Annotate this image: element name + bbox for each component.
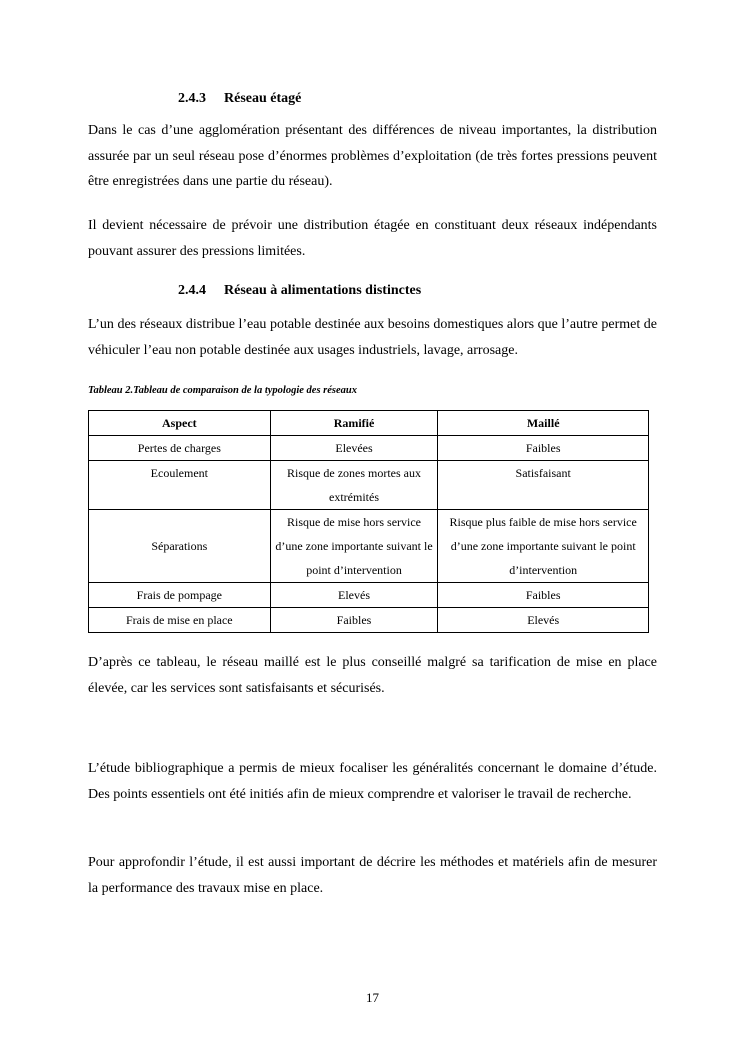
- header-cell: Maillé: [438, 411, 649, 436]
- table-cell: Risque de mise hors service d’une zone importante suivant le point d’intervention: [270, 510, 438, 583]
- comparison-table: [88, 410, 649, 633]
- section-title: Réseau étagé: [224, 91, 302, 106]
- paragraph: L’un des réseaux distribue l’eau potable destinée aux besoins domestiques alors que l’autre permet de véhiculer l’eau non potable destinée aux usages industriels, lavage, arrosage.: [88, 317, 657, 358]
- table-row: [89, 510, 649, 583]
- table-cell: Séparations: [89, 510, 271, 583]
- section-heading-2-4-4: [178, 283, 421, 299]
- table-cell: Risque plus faible de mise hors service d’une zone importante suivant le point d’intervention: [438, 510, 649, 583]
- header-cell: Ramifié: [270, 411, 438, 436]
- table-row: [89, 608, 649, 633]
- paragraph: Il devient nécessaire de prévoir une distribution étagée en constituant deux réseaux indépendants pouvant assurer des pressions limitées.: [88, 218, 657, 259]
- table-cell: Frais de pompage: [89, 583, 271, 608]
- section-number: 2.4.4: [178, 283, 206, 298]
- table-cell: Risque de zones mortes aux extrémités: [270, 461, 438, 510]
- header-cell: Aspect: [89, 411, 271, 436]
- table-header-row: [89, 411, 649, 436]
- table-cell: Pertes de charges: [89, 436, 271, 461]
- table-cell: Faibles: [438, 583, 649, 608]
- table-cell: Elevés: [270, 583, 438, 608]
- table-cell: Ecoulement: [89, 461, 271, 510]
- paragraph: L’étude bibliographique a permis de mieux focaliser les généralités concernant le domaine d’étude. Des points essentiels ont été initiés afin de mieux comprendre et valoriser le travail de recherche.: [88, 761, 657, 802]
- paragraph: Dans le cas d’une agglomération présentant des différences de niveau importantes, la distribution assurée par un seul réseau pose d’énormes problèmes d’exploitation (de très fortes pressions peuvent être enregistrées dans une partie du réseau).: [88, 123, 657, 189]
- table-cell: Faibles: [438, 436, 649, 461]
- table-row: [89, 583, 649, 608]
- table-cell: Elevés: [438, 608, 649, 633]
- paragraph: D’après ce tableau, le réseau maillé est le plus conseillé malgré sa tarification de mise en place élevée, car les services sont satisfaisants et sécurisés.: [88, 655, 657, 696]
- table-cell: Elevées: [270, 436, 438, 461]
- table-row: [89, 436, 649, 461]
- section-number: 2.4.3: [178, 91, 206, 106]
- table-cell: Satisfaisant: [438, 461, 649, 510]
- section-title: Réseau à alimentations distinctes: [224, 283, 422, 298]
- paragraph: Pour approfondir l’étude, il est aussi important de décrire les méthodes et matériels afin de mesurer la performance des travaux mise en place.: [88, 855, 657, 896]
- table-caption: Tableau 2.Tableau de comparaison de la typologie des réseaux: [88, 385, 358, 396]
- page-number: 17: [366, 990, 379, 1005]
- table-cell: Faibles: [270, 608, 438, 633]
- section-heading-2-4-3: [178, 91, 301, 107]
- table-cell: Frais de mise en place: [89, 608, 271, 633]
- table-row: [89, 461, 649, 510]
